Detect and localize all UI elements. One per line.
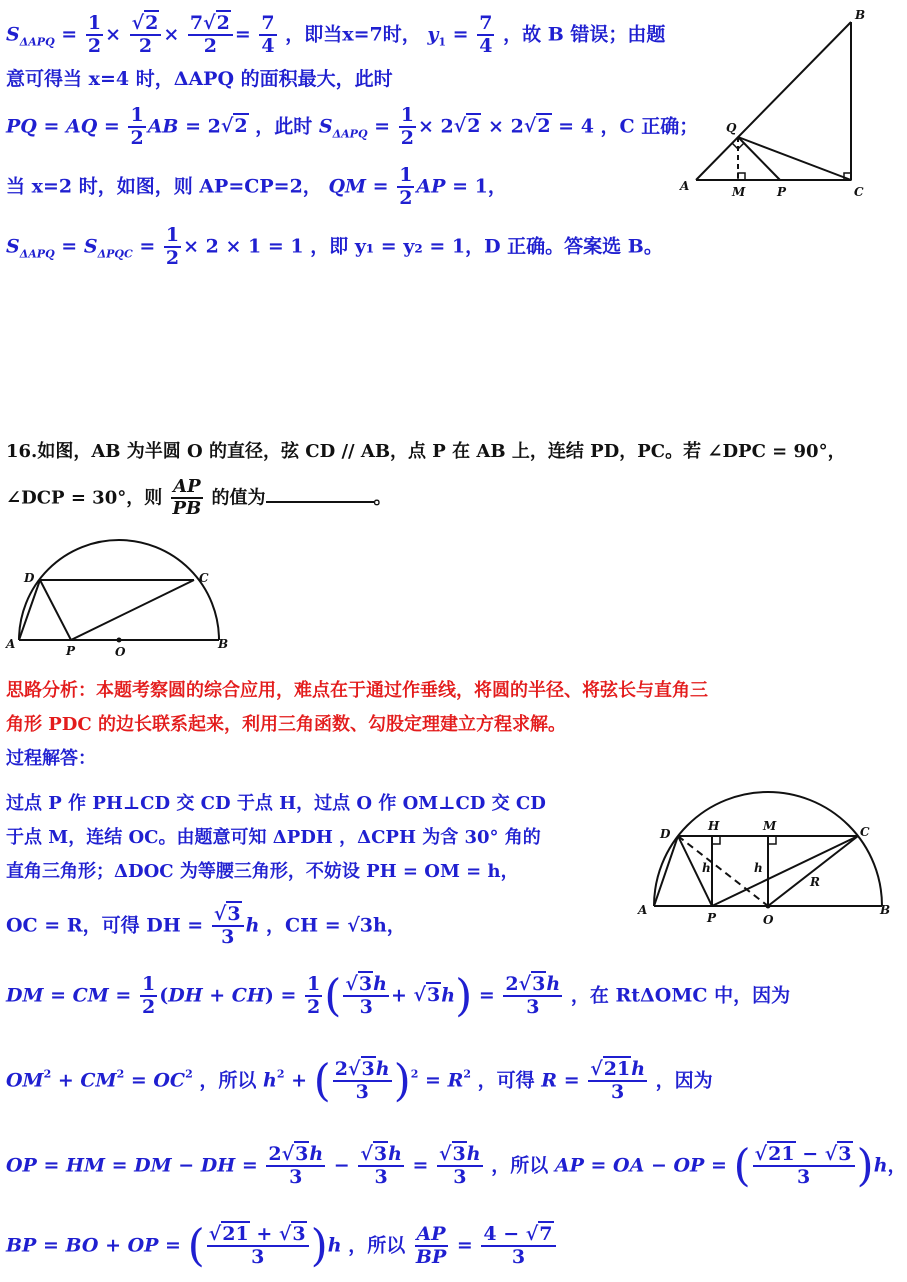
part1-text: ，即 y₁ = y₂ = 1，D 正确。答案选 B。	[310, 235, 663, 258]
label-r: R	[810, 875, 820, 889]
solution-text: 过点 P 作 PH⊥CD 交 CD 于点 H，过点 O 作 OM⊥CD 交 CD	[6, 793, 546, 814]
solution-line-1	[6, 795, 546, 813]
label-p: P	[777, 185, 787, 199]
label-d: D	[24, 571, 35, 585]
label-m: M	[732, 185, 746, 199]
figure-semicircle-solution	[632, 790, 894, 930]
solution-text: 直角三角形；ΔDOC 为等腰三角形，不妨设 PH = OM = h，	[6, 861, 519, 882]
label-c: C	[199, 571, 209, 585]
question-text: 16.如图，AB 为半圆 O 的直径，弦 CD // AB，点 P 在 AB 上，连结 PD，PC。若 ∠DPC = 90°，	[6, 441, 846, 462]
question-line-2: ∠DCP = 30°，则 $\frac{AP}{PB}$ 的值为 。	[6, 476, 392, 519]
solution-text: ，在 RtΔOMC 中，因为	[570, 984, 791, 1007]
part1-text: 意可得当 x=4 时，ΔAPQ 的面积最大，此时	[6, 68, 393, 90]
label-a: A	[680, 179, 690, 193]
analysis-text: 角形 PDC 的边长联系起来，利用三角函数、勾股定理建立方程求解。	[6, 714, 567, 735]
label-b: B	[880, 903, 891, 917]
label-c: C	[860, 825, 870, 839]
solution-text: ，可得	[477, 1069, 535, 1092]
label-o: O	[115, 645, 126, 659]
solution-text: ，所以	[199, 1069, 257, 1092]
solution-line-4: OC = R，可得 DH = $\frac{√3}{3}$ h ，CH = √3h，	[6, 903, 406, 948]
answer-blank[interactable]	[266, 485, 374, 503]
analysis-line-2	[6, 716, 566, 734]
solution-line-6: $OM^2 + CM^2 = OC^2$ ，所以 $h^2$ + ( $\frac{2√3h}{3}$ )$^2 = R^2$ ，可得 R = $\frac{√21h}{3}$ ，因为	[6, 1055, 713, 1107]
question-text: 。	[373, 487, 392, 509]
question-text: 的值为	[211, 487, 266, 509]
solution-heading	[6, 750, 96, 768]
part1-text: ，故 B 错误；由题	[503, 23, 666, 46]
solution-text: OC = R，可得 DH =	[6, 914, 204, 937]
label-p: P	[66, 644, 76, 658]
label-a: A	[6, 637, 16, 651]
solution-line-8: BP = BO + OP = ( $\frac{√21 + √3}{3}$ )h ，所以 $\frac{AP}{BP}$ = $\frac{4 - √7}{3}$	[6, 1225, 558, 1268]
solution-line-3	[6, 863, 519, 881]
label-b: B	[855, 8, 866, 22]
question-text: ∠DCP = 30°，则	[6, 487, 163, 509]
label-p: P	[707, 911, 717, 925]
label-o: O	[763, 913, 774, 927]
part1-text: ，即当x=7时，	[285, 23, 421, 46]
part1-line-5: $S_{\Delta APQ} = S_{\Delta PQC}$ = $\frac{1}{2}$ × 2 × 1 = 1 ，即 y₁ = y₂ = 1，D 正确。答案选 B。	[6, 224, 663, 269]
label-c: C	[854, 185, 864, 199]
label-h-length: h	[702, 861, 711, 875]
label-d: D	[660, 827, 671, 841]
part1-line-4: 当 x=2 时，如图，则 AP=CP=2， QM = $\frac{1}{2}$ AP = 1，	[6, 164, 507, 209]
label-m: M	[763, 819, 777, 833]
solution-line-2	[6, 829, 541, 847]
figure-semicircle	[4, 536, 236, 660]
label-a: A	[638, 903, 648, 917]
heading-text: 过程解答：	[6, 748, 96, 769]
figure-triangle-apq	[676, 4, 876, 200]
question-line-1	[6, 443, 846, 461]
part1-text: ，此时	[255, 115, 313, 138]
label-h-length: h	[754, 861, 763, 875]
solution-text: ，所以	[491, 1154, 549, 1177]
part1-line-3: PQ = AQ = $\frac{1}{2}$ AB = 2√2 ，此时 $S_{\Delta APQ}$ = $\frac{1}{2}$ × 2√2 × 2√2 = 4 ，C 正确；	[6, 104, 699, 149]
solution-text: ，所以	[348, 1234, 406, 1257]
label-h: H	[708, 819, 720, 833]
part1-line-1: $S_{\Delta APQ}$ = $\frac{1}{2}$ × $\frac{√2}{2}$ × $\frac{7√2}{2}$ = $\frac{7}{4}$ ，即当x=7时， $y_1$ = $\frac{7}{4}$ ，故 B 错误；由题	[6, 12, 666, 57]
solution-text: 于点 M，连结 OC。由题意可知 ΔPDH ，ΔCPH 为含 30° 角的	[6, 827, 541, 848]
label-b: B	[218, 637, 229, 651]
analysis-text: 思路分析：本题考察圆的综合应用，难点在于通过作垂线，将圆的半径、将弦长与直角三	[6, 680, 708, 701]
label-q: Q	[726, 121, 737, 135]
solution-line-7: OP = HM = DM − DH = $\frac{2√3h}{3}$ − $\frac{√3h}{3}$ = $\frac{√3h}{3}$ ，所以 AP = OA − OP = ( $\frac{√21 - √3}{3}$ )h，	[6, 1140, 907, 1192]
analysis-line-1	[6, 682, 708, 700]
part1-line-2	[6, 70, 393, 89]
part1-text: 当 x=2 时，如图，则 AP=CP=2，	[6, 175, 322, 198]
solution-text: ，CH = √3h，	[266, 914, 406, 937]
solution-text: ，因为	[655, 1069, 713, 1092]
solution-line-5: DM = CM = $\frac{1}{2}$ (DH + CH) = $\frac{1}{2}$ ( $\frac{√3h}{3}$ + √3h) = $\frac{2√3h}{3}$ ，在 RtΔOMC 中，因为	[6, 970, 791, 1022]
part1-text: ，C 正确；	[600, 115, 699, 138]
